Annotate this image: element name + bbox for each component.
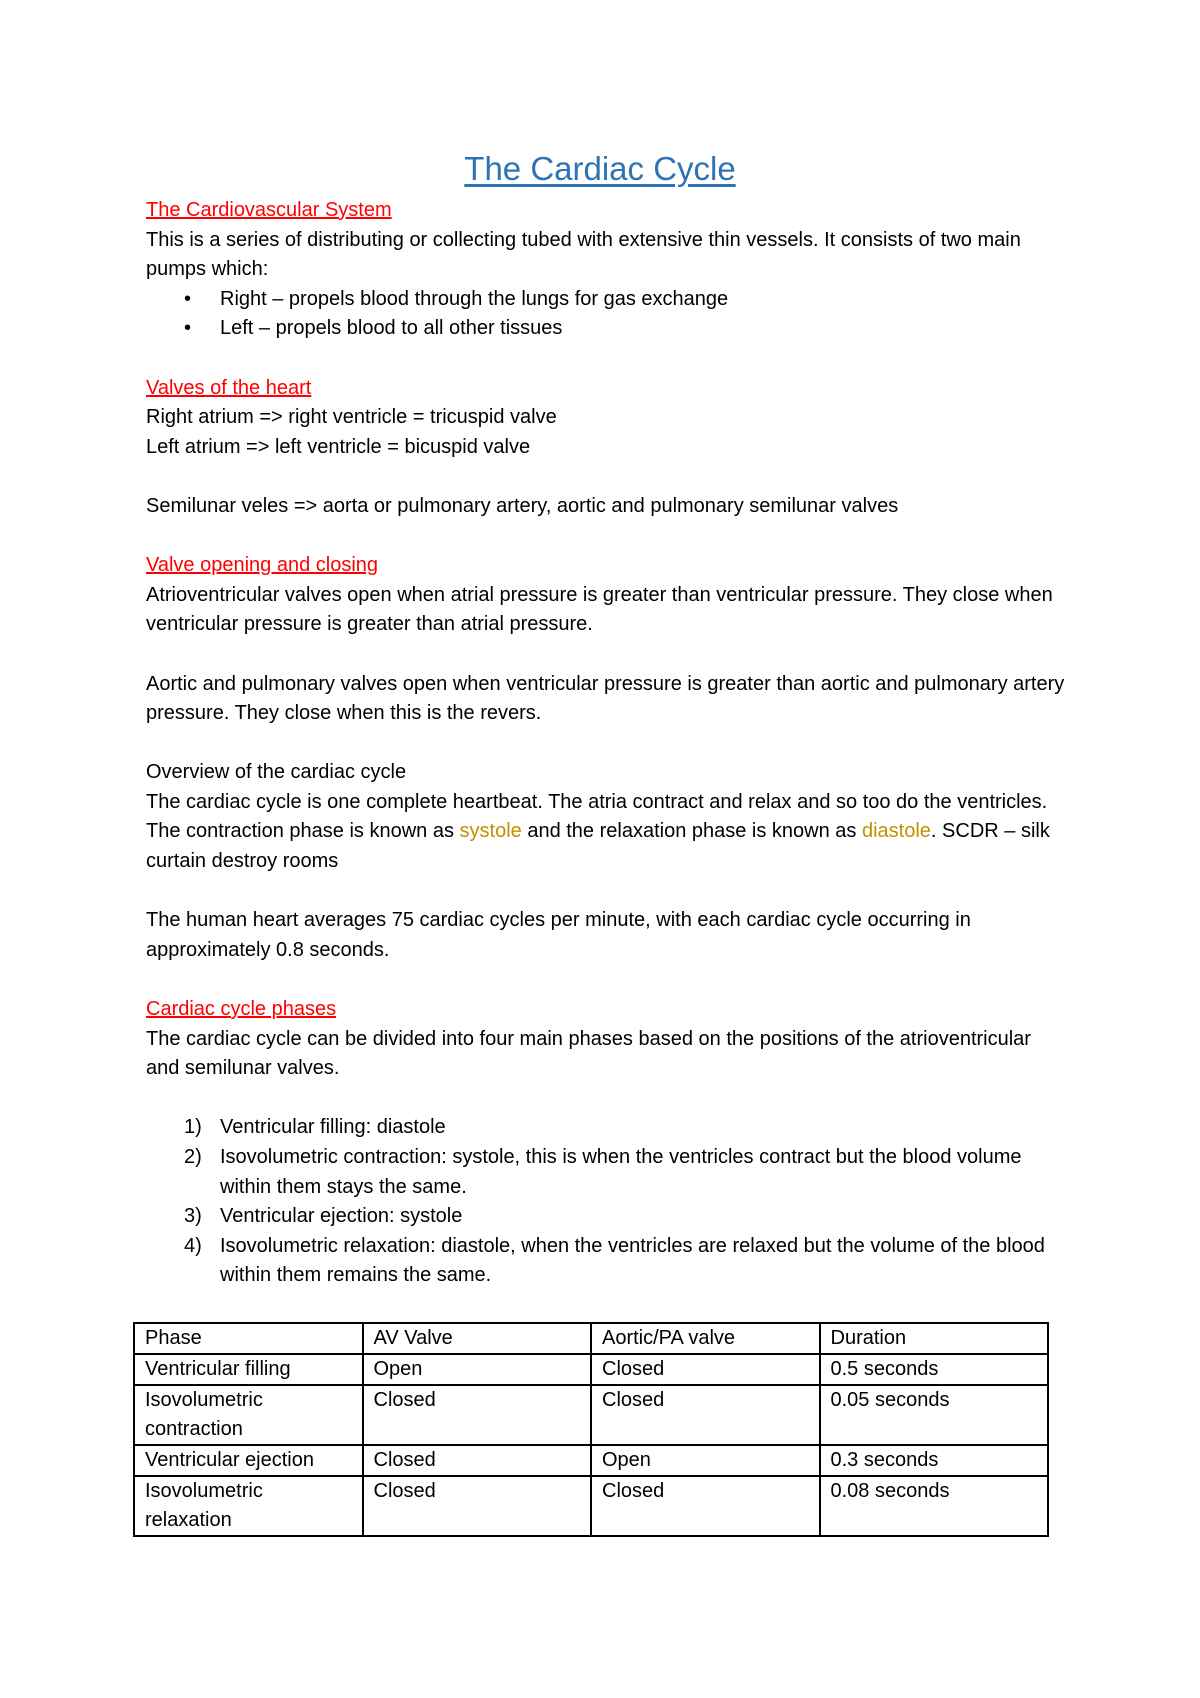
table-cell: Closed xyxy=(363,1445,592,1476)
table-header-cell: AV Valve xyxy=(363,1323,592,1354)
valve-line-semilunar: Semilunar veles => aorta or pulmonary artery, aortic and pulmonary semilunar valves xyxy=(146,494,899,517)
table-cell: 0.5 seconds xyxy=(820,1354,1049,1385)
table-header-cell: Phase xyxy=(134,1323,363,1354)
table-cell: Isovolumetric relaxation xyxy=(134,1476,363,1536)
paragraph-av-valves: Atrioventricular valves open when atrial pressure is greater than ventricular pressure. They close when ventricular pressure is greater than atrial pressure. xyxy=(146,583,1053,636)
table-cell: Closed xyxy=(591,1476,820,1536)
paragraph-cardiovascular-intro: This is a series of distributing or collecting tubed with extensive thin vessels. It consists of two main pumps which: xyxy=(146,228,1021,281)
overview-text-b: and the relaxation phase is known as xyxy=(521,820,862,843)
table-cell: Closed xyxy=(363,1385,592,1445)
list-text: Ventricular ejection: systole xyxy=(220,1205,463,1228)
list-number: 1) xyxy=(184,1116,202,1139)
overview-text-c: . SCDR – silk curtain destroy rooms xyxy=(146,820,1050,873)
paragraph-phases-intro: The cardiac cycle can be divided into four main phases based on the positions of the atrioventricular and semilunar valves. xyxy=(146,1027,1031,1080)
table-row xyxy=(134,1476,1048,1536)
table-row xyxy=(134,1354,1048,1385)
phase-list xyxy=(146,1113,1066,1291)
paragraph-overview xyxy=(146,788,1066,877)
list-number: 2) xyxy=(184,1146,202,1168)
paragraph-semilunar-valves: Aortic and pulmonary valves open when ventricular pressure is greater than aortic and pulmonary artery pressure. They close when this is the revers. xyxy=(146,672,1065,725)
table-cell: 0.08 seconds xyxy=(820,1476,1049,1536)
overview-text-a: The cardiac cycle is one complete heartbeat. The atria contract and relax and so too do the ventricles. The contraction phase is known as xyxy=(146,790,1048,843)
table-cell: 0.3 seconds xyxy=(820,1445,1049,1476)
heading-overview: Overview of the cardiac cycle xyxy=(146,761,407,784)
table-cell: Isovolumetric contraction xyxy=(134,1385,363,1445)
term-systole: systole xyxy=(459,820,522,843)
table-row xyxy=(134,1385,1048,1445)
list-item xyxy=(146,1113,1066,1143)
table-cell: 0.05 seconds xyxy=(820,1385,1049,1445)
valve-line-left: Left atrium => left ventricle = bicuspid valve xyxy=(146,435,531,458)
phase-table xyxy=(133,1322,1049,1537)
list-item xyxy=(146,1143,1066,1202)
table-header-row xyxy=(134,1323,1048,1354)
table-cell: Ventricular filling xyxy=(134,1354,363,1385)
page-title: The Cardiac Cycle xyxy=(464,150,736,187)
table-cell: Closed xyxy=(363,1476,592,1536)
list-text: Isovolumetric relaxation: diastole, when the ventricles are relaxed but the volume of the blood within them remains the same. xyxy=(220,1234,1045,1287)
list-number: 3) xyxy=(184,1205,202,1228)
list-number: 4) xyxy=(184,1234,202,1257)
heading-cardiac-cycle-phases: Cardiac cycle phases xyxy=(146,998,337,1021)
valve-line-right: Right atrium => right ventricle = tricuspid valve xyxy=(146,406,557,429)
paragraph-heart-rate: The human heart averages 75 cardiac cycles per minute, with each cardiac cycle occurring in approximately 0.8 seconds. xyxy=(146,909,971,961)
list-text: Isovolumetric contraction: systole, this is when the ventricles contract but the blood volume within them stays the same. xyxy=(220,1146,1022,1198)
heading-valve-opening: Valve opening and closing xyxy=(146,554,379,577)
heading-cardiovascular-system: The Cardiovascular System xyxy=(146,199,392,221)
table-cell: Closed xyxy=(591,1385,820,1445)
list-item xyxy=(146,1232,1066,1291)
table-header-cell: Duration xyxy=(820,1323,1049,1354)
table-cell: Closed xyxy=(591,1354,820,1385)
list-item: • Right – propels blood through the lungs for gas exchange xyxy=(146,285,1066,315)
heading-valves-of-the-heart: Valves of the heart xyxy=(146,376,312,399)
table-header-cell: Aortic/PA valve xyxy=(591,1323,820,1354)
list-item xyxy=(146,1202,1066,1232)
table-row xyxy=(134,1445,1048,1476)
term-diastole: diastole xyxy=(861,820,931,843)
table-cell: Open xyxy=(363,1354,592,1385)
list-text: Ventricular filling: diastole xyxy=(220,1116,446,1139)
table-cell: Ventricular ejection xyxy=(134,1445,363,1476)
document-body xyxy=(146,196,1066,1291)
table-cell: Open xyxy=(591,1445,820,1476)
pump-list xyxy=(146,285,1066,344)
list-item: • Left – propels blood to all other tissues xyxy=(146,314,1066,344)
